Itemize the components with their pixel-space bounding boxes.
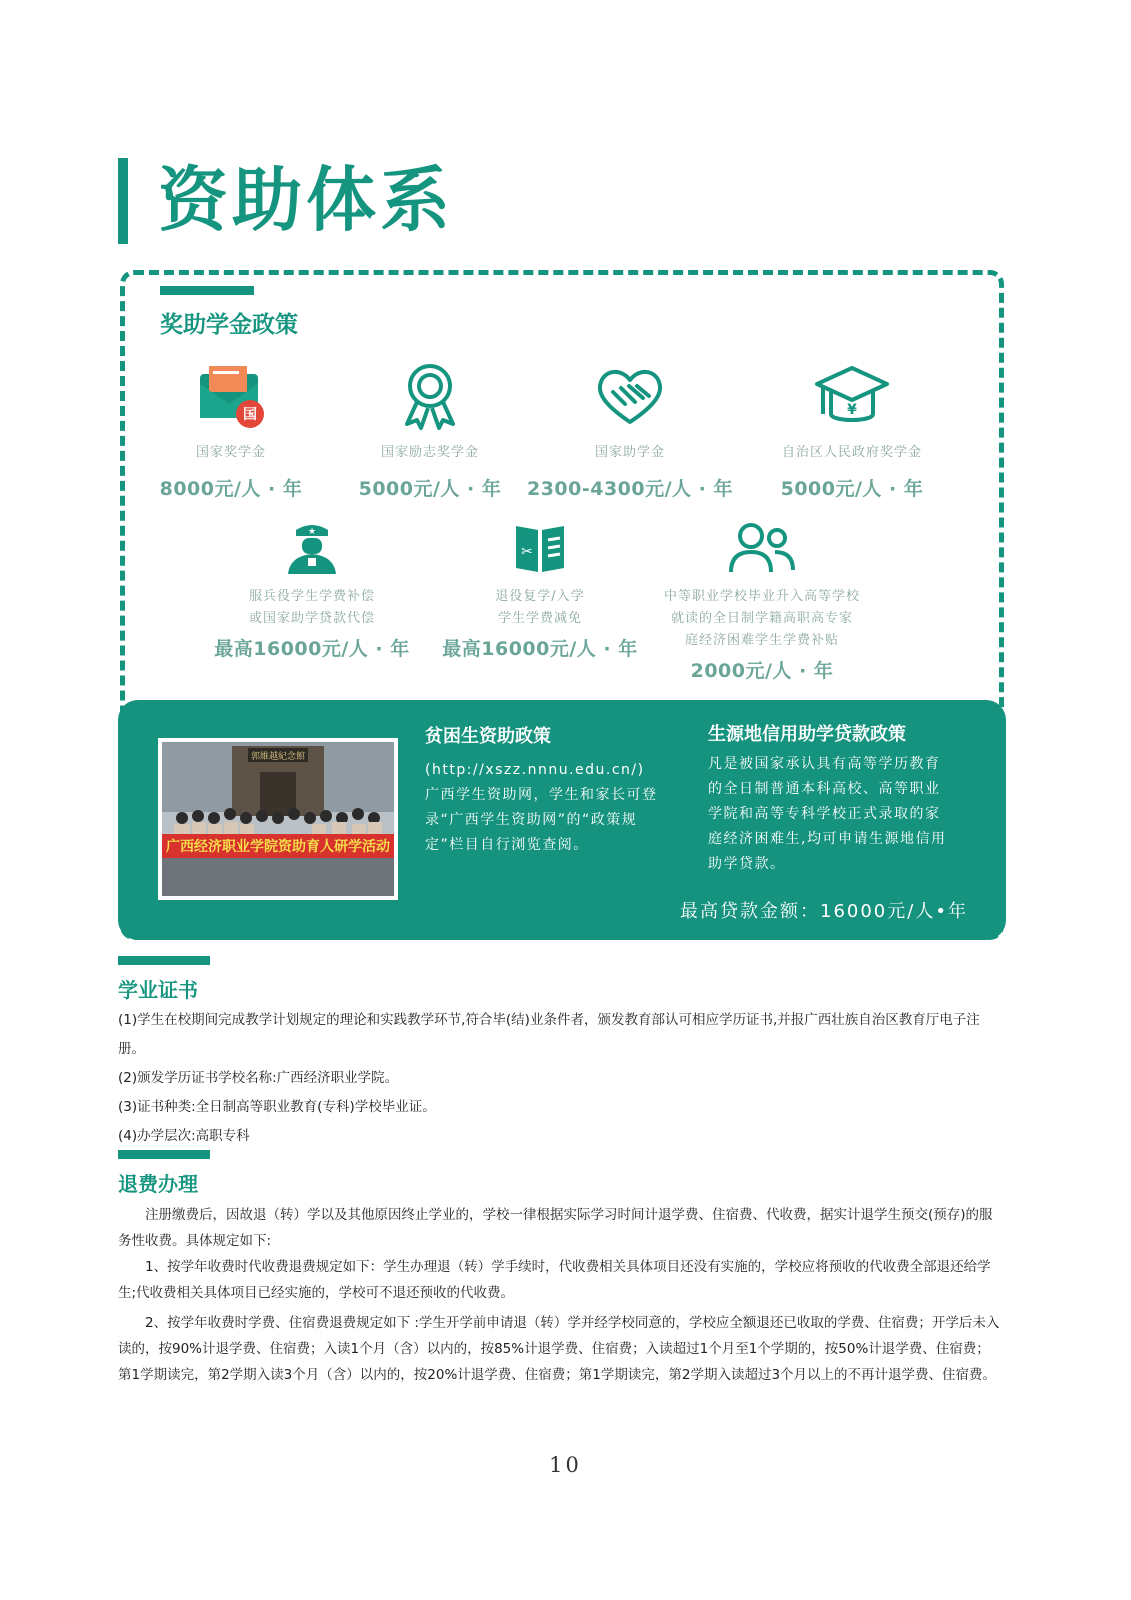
- handshake-heart-icon: [593, 362, 667, 432]
- soldier-icon: [282, 520, 342, 576]
- title-accent-bar: [118, 158, 128, 244]
- award-name-line: 中等职业学校毕业升入高等学校: [663, 589, 860, 604]
- photo-banner-text: 广西经济职业学院资助育人研学活动: [166, 839, 390, 855]
- award-amount: 最高16000元/人 · 年: [214, 638, 410, 660]
- envelope-gift-icon: [194, 362, 268, 432]
- page-title: 资助体系: [158, 159, 454, 241]
- scholarship-heading: 奖助学金政策: [160, 312, 298, 338]
- section-accent-bar: [118, 1150, 210, 1159]
- loan-policy-line: 的全日制普通本科高校、高等职业: [708, 781, 941, 797]
- award-amount: 2300-4300元/人 · 年: [526, 478, 734, 500]
- refund-paragraph: 1、按学年收费时代收费退费规定如下：学生办理退（转）学手续时，代收费相关具体项目还没有实施的，学校应将预收的代收费全部退还给学生;代收费相关具体项目已经实施的，学校可不退还预收的代收费。: [118, 1259, 991, 1301]
- page-number: 10: [549, 1453, 582, 1477]
- section-accent-bar: [118, 956, 210, 965]
- award-amount: 最高16000元/人 · 年: [442, 638, 638, 660]
- svg-text:¥: ¥: [847, 402, 857, 418]
- refund-paragraph: 注册缴费后，因故退（转）学以及其他原因终止学业的，学校一律根据实际学习时间计退学费、住宿费、代收费，据实计退学生预交(预存)的服务性收费。具体规定如下:: [118, 1207, 993, 1249]
- poverty-policy-line: 定”栏目自行浏览查阅。: [425, 837, 589, 853]
- award-name-line: 服兵役学生学费补偿: [248, 589, 375, 604]
- award-name: 自治区人民政府奖学金: [781, 445, 922, 460]
- award-name-line: 庭经济困难学生学费补贴: [684, 633, 839, 648]
- medal-icon: [393, 362, 467, 432]
- poverty-policy-line: 录“广西学生资助网”的“政策规: [425, 812, 638, 828]
- svg-text:✂: ✂: [521, 544, 533, 560]
- award-national-scholarship: [140, 362, 322, 501]
- book-icon: [510, 520, 570, 576]
- loan-policy-heading: 生源地信用助学贷款政策: [708, 724, 906, 745]
- award-amount: 5000元/人 · 年: [780, 478, 924, 500]
- certificate-item: (4)办学层次:高职专科: [118, 1128, 250, 1144]
- people-icon: [727, 520, 797, 576]
- refund-text: [118, 1202, 1003, 1388]
- graduation-cap-icon: [815, 362, 889, 432]
- poverty-policy-heading: 贫困生资助政策: [425, 726, 551, 747]
- award-name: 国家励志奖学金: [380, 445, 479, 460]
- certificate-item: (1)学生在校期间完成教学计划规定的理论和实践教学环节,符合毕(结)业条件者，颁发教育部认可相应学历证书,并报广西壮族自治区教育厅电子注册。: [118, 1012, 980, 1057]
- award-name-line: 学生学费减免: [497, 611, 582, 626]
- refund-paragraph: 2、按学年收费时学费、住宿费退费规定如下 :学生开学前申请退（转）学并经学校同意的，学校应全额退还已收取的学费、住宿费；开学后未入读的，按90%计退学费、住宿费；入读1个月（含）以内的，按85%计退学费、住宿费；入读超过1个月至1个学期的，按50%计退学费、住宿费；第1学期读完，第2学期入读3个月（含）以内的，按20%计退学费、住宿费；第1学期读完，第2学期入读超过3个月以上的不再计退学费、住宿费。: [118, 1315, 1000, 1383]
- refund-heading: 退费办理: [118, 1172, 198, 1196]
- award-amount: 8000元/人 · 年: [159, 478, 303, 500]
- award-name: 国家助学金: [594, 445, 665, 460]
- loan-policy-text: [708, 752, 988, 877]
- award-name: 国家奖学金: [195, 445, 266, 460]
- award-encouragement-scholarship: [330, 362, 530, 501]
- section-accent-bar: [160, 286, 254, 295]
- award-amount: 2000元/人 · 年: [690, 660, 834, 682]
- gate-plaque-text: 郭維越紀念館: [250, 752, 306, 762]
- poverty-policy-text: [425, 758, 695, 858]
- award-veteran-tuition: [440, 520, 640, 661]
- award-national-grant: [525, 362, 735, 501]
- award-name-line: 或国家助学贷款代偿: [248, 611, 375, 626]
- certificate-heading: 学业证书: [118, 978, 198, 1002]
- loan-policy-line: 庭经济困难生,均可申请生源地信用: [708, 831, 947, 847]
- loan-max-amount: 最高贷款金额：16000元/人•年: [680, 901, 968, 922]
- award-name-line: 退役复学/入学: [495, 589, 585, 604]
- group-photo-image: [162, 742, 394, 896]
- loan-policy-line: 学院和高等专科学校正式录取的家: [708, 806, 941, 822]
- award-name-line: 就读的全日制学籍高职高专家: [670, 611, 853, 626]
- activity-photo: [158, 738, 398, 900]
- certificate-item: (3)证书种类:全日制高等职业教育(专科)学校毕业证。: [118, 1099, 436, 1115]
- poverty-policy-line: 广西学生资助网，学生和家长可登: [425, 787, 658, 803]
- certificate-item: (2)颁发学历证书学校名称:广西经济职业学院。: [118, 1070, 399, 1086]
- award-regional-scholarship: [752, 362, 952, 501]
- poverty-policy-url: (http://xszz.nnnu.edu.cn/): [425, 762, 645, 778]
- loan-policy-line: 助学贷款。: [708, 856, 786, 872]
- svg-text:★: ★: [307, 527, 317, 537]
- award-amount: 5000元/人 · 年: [358, 478, 502, 500]
- award-vocational-subsidy: [640, 520, 884, 683]
- certificate-list: [118, 1006, 1003, 1151]
- svg-text:国: 国: [243, 407, 257, 423]
- loan-policy-line: 凡是被国家承认具有高等学历教育: [708, 756, 941, 772]
- award-military-compensation: [212, 520, 412, 661]
